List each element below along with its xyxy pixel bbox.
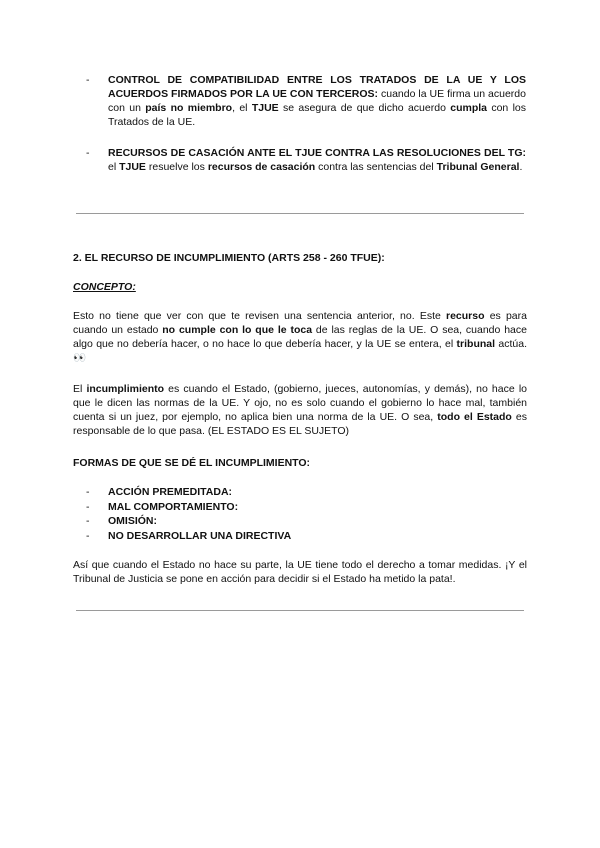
text-run: de las reglas de la UE. O sea, cuando hace algo que no debería hacer, o no hace lo que debería hacer, y la UE se entera, el — [73, 324, 527, 350]
bold-run: recursos de casación — [207, 161, 316, 173]
bullet-text — [108, 146, 526, 174]
text-run: es para cuando un estado — [73, 310, 527, 336]
text-run: el — [108, 161, 120, 173]
bold-run: país no miembro — [145, 102, 233, 114]
text-run: , el — [232, 102, 252, 114]
bold-run: no cumple con lo que le toca — [162, 324, 313, 336]
text-run: contra las sentencias del — [315, 161, 437, 173]
horizontal-divider — [76, 213, 524, 214]
formas-heading: FORMAS DE QUE SE DÉ EL INCUMPLIMIENTO: — [73, 457, 311, 469]
bullet-dash: - — [86, 500, 90, 513]
text-run: El — [73, 383, 87, 395]
bold-run: TJUE — [251, 102, 279, 114]
paragraph-concepto — [73, 309, 527, 365]
bold-run: recurso — [446, 310, 485, 322]
paragraph-incumplimiento — [73, 382, 527, 438]
list-item-label: NO DESARROLLAR UNA DIRECTIVA — [108, 529, 292, 542]
section-heading: 2. EL RECURSO DE INCUMPLIMIENTO (ARTS 258 - 260 TFUE): — [73, 252, 385, 264]
bullet-dash: - — [86, 74, 90, 86]
list-item-label: OMISIÓN: — [108, 515, 157, 527]
bullet-title: RECURSOS DE CASACIÓN ANTE EL TJUE CONTRA LAS RESOLUCIONES DEL TG: — [108, 147, 526, 159]
text-run: cuando la UE firma un acuerdo con un — [108, 88, 526, 114]
text-run: actúa. 👀 — [73, 338, 527, 364]
bullet-title: CONTROL DE COMPATIBILIDAD ENTRE LOS TRATADOS DE LA UE Y LOS ACUERDOS FIRMADOS POR LA UE CON TERCEROS: — [108, 74, 526, 100]
list-item-label: ACCIÓN PREMEDITADA: — [108, 486, 233, 498]
bullet-dash: - — [86, 147, 90, 159]
text-run: es responsable de lo que pasa. (EL ESTADO ES EL SUJETO) — [73, 411, 527, 437]
paragraph-conclusion: Así que cuando el Estado no hace su parte, la UE tiene todo el derecho a tomar medidas. ¡Y el Tribunal de Justicia se pone en acción para decidir si el Estado ha metido la pata!. — [73, 559, 527, 585]
bold-run: TJUE — [119, 161, 146, 173]
bullet-dash: - — [86, 515, 90, 527]
bold-run: tribunal — [456, 338, 496, 350]
bold-run: todo el Estado — [437, 411, 512, 423]
bold-run: incumplimiento — [86, 383, 165, 395]
bullet-text — [108, 73, 526, 129]
concepto-heading: CONCEPTO: — [73, 281, 136, 293]
list-item-label: MAL COMPORTAMIENTO: — [108, 500, 239, 513]
text-run: es cuando el Estado, (gobierno, jueces, autonomías, y demás), no hace lo que le dicen las normas de la UE. Y ojo, no es solo cuando el gobierno lo hace mal, también cuenta si un juez, por ejemplo, no aplica bien una norma de la UE. O sea, — [73, 383, 527, 423]
text-run: resuelve los — [145, 161, 208, 173]
bullet-compatibilidad — [88, 73, 526, 129]
text-run: con los Tratados de la UE. — [108, 102, 526, 128]
text-run: Esto no tiene que ver con que te revisen una sentencia anterior, no. Este — [73, 310, 446, 322]
bullet-dash: - — [86, 529, 90, 542]
bold-run: Tribunal General — [436, 161, 520, 173]
bullet-casacion — [88, 146, 526, 174]
horizontal-divider — [76, 610, 524, 611]
text-run: . — [519, 161, 523, 173]
bullet-dash: - — [86, 486, 90, 498]
bold-run: cumpla — [450, 102, 487, 114]
text-run: se asegura de que dicho acuerdo — [278, 102, 451, 114]
